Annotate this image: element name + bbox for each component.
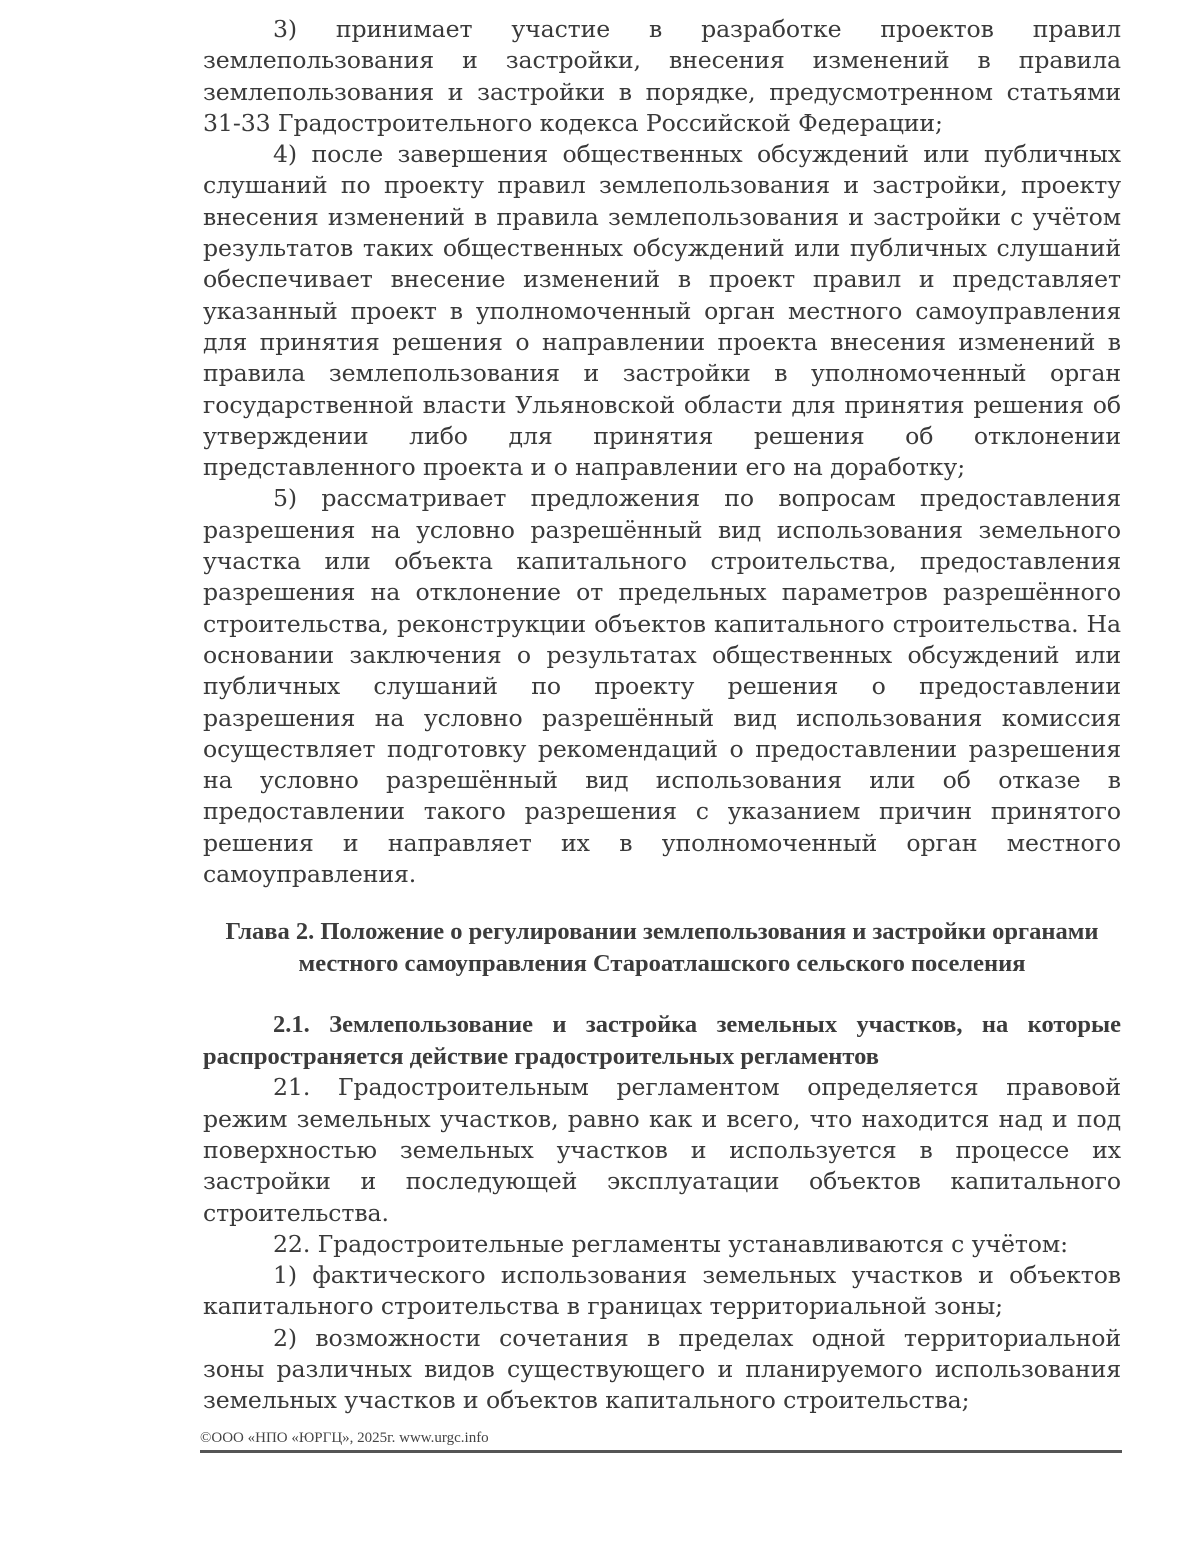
footer-copyright: ©ООО «НПО «ЮРГЦ», 2025г. www.urgc.info: [200, 1430, 489, 1446]
section-heading: 2.1. Землепользование и застройка земельных участков, на которые распространяется действие градостроительных регламентов: [203, 1011, 1121, 1070]
paragraph-item-4: 4) после завершения общественных обсуждений или публичных слушаний по проекту правил землепользования и застройки, проекту внесения изменений в правила землепользования и застройки с учётом результатов таких общественных обсуждений или публичных слушаний обеспечивает внесение изменений в проект правил и представляет указанный проект в уполномоченный орган местного самоуправления для принятия решения о направлении проекта внесения изменений в правила землепользования и застройки в уполномоченный орган государственной власти Ульяновской области для принятия решения об утверждении либо для принятия решения об отклонении представленного проекта и о направлении его на доработку;: [203, 140, 1121, 482]
paragraph-22-item-2: 2) возможности сочетания в пределах одной территориальной зоны различных видов существующего и планируемого использования земельных участков и объектов капитального строительства;: [203, 1323, 1121, 1415]
footer-divider: [200, 1450, 1122, 1453]
paragraph-22: 22. Градостроительные регламенты устанавливаются с учётом:: [273, 1229, 1068, 1258]
document-body: [203, 14, 1121, 1417]
chapter-heading: Глава 2. Положение о регулировании землепользования и застройки органами местного самоуправления Староатлашского сельского поселения: [225, 918, 1099, 977]
paragraph-item-5: 5) рассматривает предложения по вопросам предоставления разрешения на условно разрешённый вид использования земельного участка или объекта капитального строительства, предоставления разрешения на отклонение от предельных параметров разрешённого строительства, реконструкции объектов капитального строительства. На основании заключения о результатах общественных обсуждений или публичных слушаний по проекту решения о предоставлении разрешения на условно разрешённый вид использования комиссия осуществляет подготовку рекомендаций о предоставлении разрешения на условно разрешённый вид использования или об отказе в предоставлении такого разрешения с указанием причин принятого решения и направляет их в уполномоченный орган местного самоуправления.: [203, 484, 1121, 889]
paragraph-item-3: 3) принимает участие в разработке проектов правил землепользования и застройки, внесения изменений в правила землепользования и застройки в порядке, предусмотренном статьями 31-33 Градостроительного кодекса Российской Федерации;: [203, 15, 1121, 137]
paragraph-21: 21. Градостроительным регламентом определяется правовой режим земельных участков, равно как и всего, что находится над и под поверхностью земельных участков и используется в процессе их застройки и последующей эксплуатации объектов капитального строительства.: [203, 1073, 1121, 1227]
page-footer: [200, 1428, 1122, 1453]
paragraph-22-item-1: 1) фактического использования земельных участков и объектов капитального строительства в границах территориальной зоны;: [203, 1261, 1121, 1321]
